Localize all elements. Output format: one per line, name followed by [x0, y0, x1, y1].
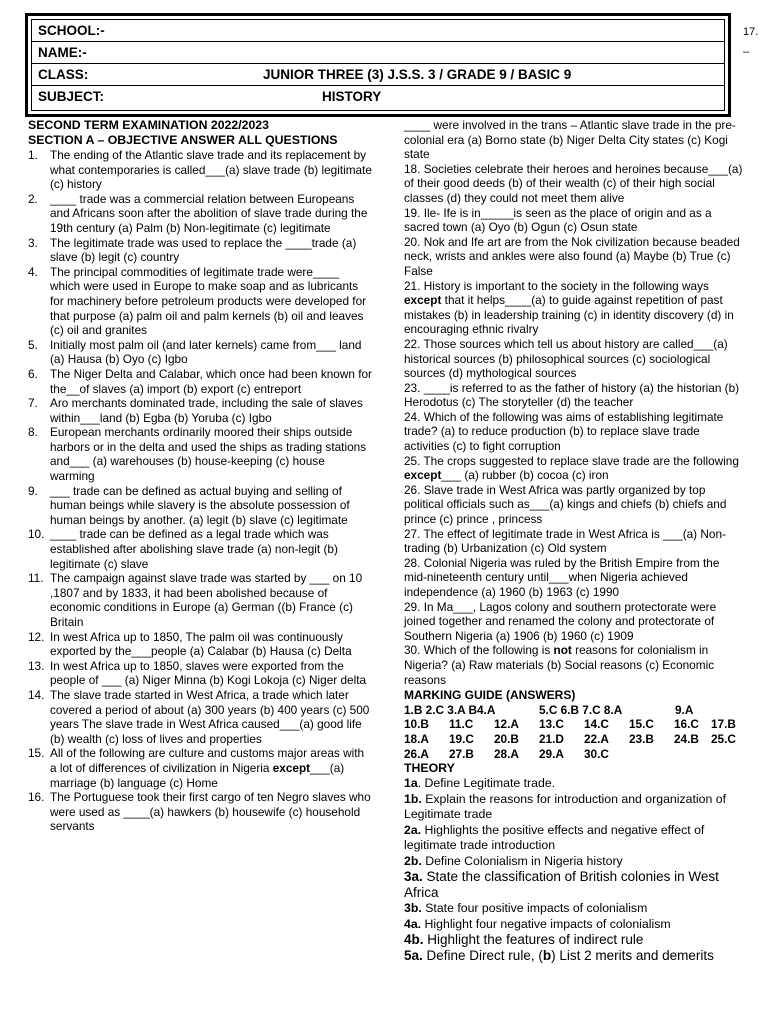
- question-text: Initially most palm oil (and later kernels) came from___ land (a) Hausa (b) Oyo (c) Igbo: [50, 337, 362, 367]
- subject-row: [32, 86, 724, 107]
- question-text: The principal commodities of legitimate trade were____ which were used in Europe to make soap and as lubricants for machinery before petroleum products were developed for that purpose (a) palm oil and palm kernels (b) oil and leaves (c) oil and granites: [50, 264, 367, 338]
- question-item: [28, 396, 372, 425]
- question-number: 30.: [404, 643, 424, 658]
- theory-list: [404, 776, 744, 964]
- question-item: [28, 148, 372, 192]
- answer-cell: 30.C: [584, 746, 609, 761]
- question-text: Those sources which tell us about history are called___(a) historical sources (b) philosophical sources (c) sociological sources (d) mythological sources: [404, 336, 728, 381]
- theory-text: . Define Legitimate trade.: [417, 776, 556, 791]
- answer-cell: 25.C: [711, 731, 736, 746]
- question-text: Slave trade in West Africa was partly organized by top political officials such as___(a) kings and chiefs (b) chiefs and prince (c) prince , princess: [404, 482, 727, 527]
- question-item: [404, 483, 744, 527]
- question-text: All of the following are culture and customs major areas with a lot of differences of civilization in Nigeria except___(a) marriage (b) language (c) Home: [50, 746, 365, 790]
- side-note: [743, 22, 758, 62]
- answer-cell: 20.B: [494, 731, 519, 746]
- answer-cell: 10.B: [404, 717, 429, 732]
- question-item: [28, 338, 372, 367]
- question-number: 24.: [404, 409, 424, 424]
- question-item: [28, 484, 372, 528]
- question-text: In west Africa up to 1850, The palm oil was continuously exported by the___people (a) Calabar (b) Hausa (c) Delta: [50, 629, 352, 659]
- question-text: Aro merchants dominated trade, including the sale of slaves within___land (b) Egba (b) Yoruba (c) Igbo: [50, 396, 363, 425]
- question-number: 13.: [28, 658, 45, 673]
- theory-label: 3a.: [404, 869, 423, 885]
- question-number: 1.: [28, 148, 38, 162]
- question-number: 25.: [404, 453, 424, 468]
- question-text: ____ were involved in the trans – Atlantic slave trade in the pre-colonial era (a) Borno state (b) Niger Delta City states (c) Kogi state: [404, 118, 736, 162]
- theory-question: [404, 948, 744, 964]
- question-number: 27.: [404, 526, 424, 541]
- question-item: [404, 643, 744, 687]
- question-text: In Ma___, Lagos colony and southern protectorate were joined together and renamed the colony and protectorate of Southern Nigeria (a) 1906 (b) 1960 (c) 1909: [404, 599, 717, 643]
- question-number: 22.: [404, 336, 424, 351]
- name-label: NAME:-: [38, 45, 87, 60]
- theory-question: [404, 917, 744, 933]
- answer-cell: 14.C: [584, 717, 609, 732]
- emphasis-word: except: [404, 468, 442, 483]
- theory-question: [404, 854, 744, 870]
- answer-row: [404, 732, 744, 747]
- question-text: The campaign against slave trade was started by ___ on 10 ,1807 and by 1833, it had been abolished because of economic conditions in Europe (a) German ((b) France (c) Britain: [50, 571, 363, 629]
- question-text: Nok and Ife art are from the Nok civilization because beaded neck, wrists and ankles were also found (a) Maybe (b) True (c) False: [404, 234, 740, 278]
- emphasis-word: except: [404, 293, 442, 308]
- class-value: JUNIOR THREE (3) J.S.S. 3 / GRADE 9 / BASIC 9: [263, 67, 572, 82]
- theory-text: Highlight the features of indirect rule: [423, 932, 644, 948]
- answer-cell: 22.A: [584, 731, 609, 746]
- question-list-right: [404, 162, 744, 687]
- question-number: 23.: [404, 380, 424, 395]
- theory-label: 5a.: [404, 948, 423, 964]
- emphasis-word: not: [553, 643, 572, 658]
- question-item: [404, 279, 744, 337]
- theory-label: 1b.: [404, 791, 422, 806]
- question-text: Societies celebrate their heroes and heroines because___(a) of their good deeds (b) of their wealth (c) of their high social classes (d) they could not meet them alive: [404, 161, 743, 205]
- answer-cell: 19.C: [449, 731, 474, 746]
- question-item: [28, 630, 372, 659]
- theory-text: State four positive impacts of colonialism: [421, 901, 648, 916]
- theory-text: Explain the reasons for introduction and organization of Legitimate trade: [404, 791, 726, 822]
- side-note-line: –: [743, 46, 750, 58]
- question-number: 19.: [404, 205, 424, 220]
- question-item: [404, 162, 744, 206]
- answer-cell: 18.A: [404, 731, 429, 746]
- answer-cell: 11.C: [449, 717, 474, 732]
- theory-label: 4a.: [404, 916, 422, 931]
- question-text: Which of the following is not reasons for colonialism in Nigeria? (a) Raw materials (b) Social reasons (c) Economic reasons: [404, 643, 715, 687]
- class-label: CLASS:: [38, 67, 89, 82]
- question-text: ____ trade was a commercial relation between Europeans and Africans soon after the abolition of slave trade during the 19th century (a) Palm (b) Non-legitimate (c) legitimate: [50, 191, 368, 235]
- question-list-left: [28, 148, 372, 834]
- question-number: 12.: [28, 629, 45, 644]
- answer-row: [404, 703, 744, 718]
- school-row: [32, 20, 724, 42]
- theory-label: 3b.: [404, 901, 422, 916]
- question-item: [28, 425, 372, 483]
- question-item: [28, 527, 372, 571]
- question-number: 10.: [28, 527, 45, 542]
- question-number: 11.: [28, 571, 44, 586]
- question-text: The Niger Delta and Calabar, which once had been known for the__of slaves (a) import (b) export (c) entreport: [50, 366, 372, 396]
- answer-group: 1.B 2.C 3.A B4.A: [404, 702, 496, 717]
- question-text: The Portuguese took their first cargo of ten Negro slaves who were used as ____(a) hawkers (b) housewife (c) household servants: [50, 790, 371, 834]
- theory-text: Define Direct rule, (: [422, 948, 543, 964]
- question-number: 3.: [28, 235, 38, 250]
- question-number: 9.: [28, 483, 38, 498]
- answer-cell: 15.C: [629, 717, 654, 732]
- answer-row: [404, 747, 744, 762]
- answer-cell: 26.A: [404, 746, 429, 761]
- subject-label: SUBJECT:: [38, 89, 105, 104]
- question-text: European merchants ordinarily moored their ships outside harbors or in the delta and used the ships as trading stations and___ (a) warehouses (b) house-keeping (c) house warming: [50, 425, 367, 484]
- answer-cell: 16.C: [674, 717, 699, 732]
- question-item: [404, 381, 744, 410]
- side-note-line: 17.: [743, 26, 759, 38]
- question-number: 28.: [404, 555, 424, 570]
- question-17-continuation: [404, 118, 744, 162]
- answer-cell: 29.A: [539, 746, 564, 761]
- question-number: 18.: [404, 161, 424, 176]
- question-number: 15.: [28, 746, 45, 761]
- question-text: ____ trade can be defined as a legal trade which was established after abolishing slave trade (a) non-legit (b) legitimate (c) slave: [50, 527, 338, 571]
- theory-question: [404, 869, 744, 901]
- theory-question: [404, 776, 744, 792]
- question-item: [28, 367, 372, 396]
- question-number: 20.: [404, 234, 424, 249]
- answer-cell: 21.D: [539, 731, 564, 746]
- marking-guide-title: MARKING GUIDE (ANSWERS): [404, 688, 576, 703]
- theory-label: 4b.: [404, 932, 424, 948]
- answer-group: 5.C 6.B 7.C 8.A: [539, 702, 623, 717]
- emphasis-word: except: [272, 760, 311, 775]
- theory-text: ) List 2 merits and demerits: [551, 948, 714, 964]
- question-number: 21.: [404, 278, 424, 293]
- theory-text: Highlights the positive effects and negative effect of legitimate trade introduction: [404, 822, 705, 853]
- question-item: [28, 746, 372, 790]
- question-item: [404, 556, 744, 600]
- question-text: The legitimate trade was used to replace the ____trade (a) slave (b) legit (c) country: [50, 235, 357, 265]
- question-text: Which of the following was aims of establishing legitimate trade? (a) to reduce production (b) to replace slave trade activities (c) to fight corruption: [404, 409, 724, 454]
- question-item: [28, 236, 372, 265]
- question-number: 7.: [28, 396, 38, 411]
- theory-question: [404, 823, 744, 854]
- section-a-title: SECTION A – OBJECTIVE ANSWER ALL QUESTIONS: [28, 133, 338, 147]
- question-number: 2.: [28, 191, 38, 206]
- class-row: [32, 64, 724, 86]
- question-item: [404, 337, 744, 381]
- question-item: [404, 206, 744, 235]
- question-text: The effect of legitimate trade in West Africa is ___(a) Non-trading (b) Urbanization (c) Old system: [404, 526, 726, 556]
- question-item: [404, 235, 744, 279]
- answer-row: [404, 717, 744, 732]
- question-item: [28, 659, 372, 688]
- question-item: [404, 600, 744, 644]
- question-number: 16.: [28, 790, 45, 805]
- answer-cell: 24.B: [674, 731, 699, 746]
- answer-cell: 23.B: [629, 731, 654, 746]
- theory-question: [404, 901, 744, 917]
- theory-text: State the classification of British colonies in West Africa: [404, 869, 719, 901]
- right-column: [404, 118, 744, 964]
- answer-cell: 27.B: [449, 746, 474, 761]
- question-text: The slave trade started in West Africa, a trade which later covered a period of about (a) 300 years (b) 400 years (c) 500 years The slave trade in West Africa caused___(a) good life (b) wealth (c) loss of lives and properties: [50, 687, 370, 746]
- theory-title: THEORY: [404, 761, 455, 776]
- question-number: 14.: [28, 687, 45, 702]
- question-item: [28, 192, 372, 236]
- question-text: ___ trade can be defined as actual buying and selling of human beings while slavery is the absolute possession of human beings by another. (a) legit (b) slave (c) legitimate: [50, 483, 350, 527]
- header-inner-box: [31, 19, 725, 111]
- question-text: Colonial Nigeria was ruled by the British Empire from the mid-nineteenth century until___when Nigeria achieved independence (a) 1960 (b) 1963 (c) 1990: [404, 555, 720, 599]
- answer-grid: [404, 717, 744, 761]
- question-item: [28, 265, 372, 338]
- left-column: [28, 118, 372, 834]
- theory-question: [404, 932, 744, 948]
- subject-value: HISTORY: [322, 89, 382, 104]
- theory-label: b: [542, 948, 552, 964]
- question-item: [404, 410, 744, 454]
- question-item: [404, 527, 744, 556]
- answer-cell: 12.A: [494, 717, 519, 732]
- exam-title: SECOND TERM EXAMINATION 2022/2023: [28, 118, 269, 132]
- question-text: The ending of the Atlantic slave trade and its replacement by what contemporaries is called___(a) slave trade (b) legitimate (c) history: [50, 148, 372, 192]
- question-number: 8.: [28, 425, 38, 440]
- question-text: ____is referred to as the father of history (a) the historian (b) Herodotus (c) The storyteller (d) the teacher: [404, 380, 740, 410]
- question-number: 5.: [28, 337, 38, 352]
- header-box: [25, 13, 731, 117]
- question-text: Ile- Ife is in_____is seen as the place of origin and as a sacred town (a) Oyo (b) Ogun (c) Osun state: [404, 205, 712, 235]
- question-item: [28, 571, 372, 629]
- question-text: The crops suggested to replace slave trade are the following except___ (a) rubber (b) cocoa (c) iron: [404, 453, 739, 483]
- theory-text: Define Colonialism in Nigeria history: [421, 853, 623, 868]
- answer-cell: 9.A: [675, 702, 694, 717]
- theory-label: 2b.: [404, 853, 422, 868]
- school-label: SCHOOL:-: [38, 23, 105, 38]
- question-number: 29.: [404, 599, 424, 614]
- question-item: [28, 790, 372, 834]
- theory-label: 1a: [404, 776, 418, 791]
- question-number: 4.: [28, 264, 38, 279]
- question-number: 26.: [404, 482, 424, 497]
- question-item: [28, 688, 372, 746]
- theory-text: Highlight four negative impacts of colonialism: [421, 916, 671, 931]
- question-text: In west Africa up to 1850, slaves were exported from the people of ___ (a) Niger Minna (b) Kogi Lokoja (c) Niger delta: [50, 658, 367, 688]
- answer-cell: 17.B: [711, 717, 736, 732]
- question-number: 6.: [28, 366, 38, 381]
- answer-cell: 28.A: [494, 746, 519, 761]
- theory-question: [404, 792, 744, 823]
- name-row: [32, 42, 724, 64]
- question-text: History is important to the society in the following ways except that it helps____(a) to guide against repetition of past mistakes (b) in leadership training (c) in identity discovery (d) in encouraging ethnic rivalry: [404, 278, 734, 337]
- answer-cell: 13.C: [539, 717, 564, 732]
- theory-label: 2a.: [404, 822, 422, 837]
- question-item: [404, 454, 744, 483]
